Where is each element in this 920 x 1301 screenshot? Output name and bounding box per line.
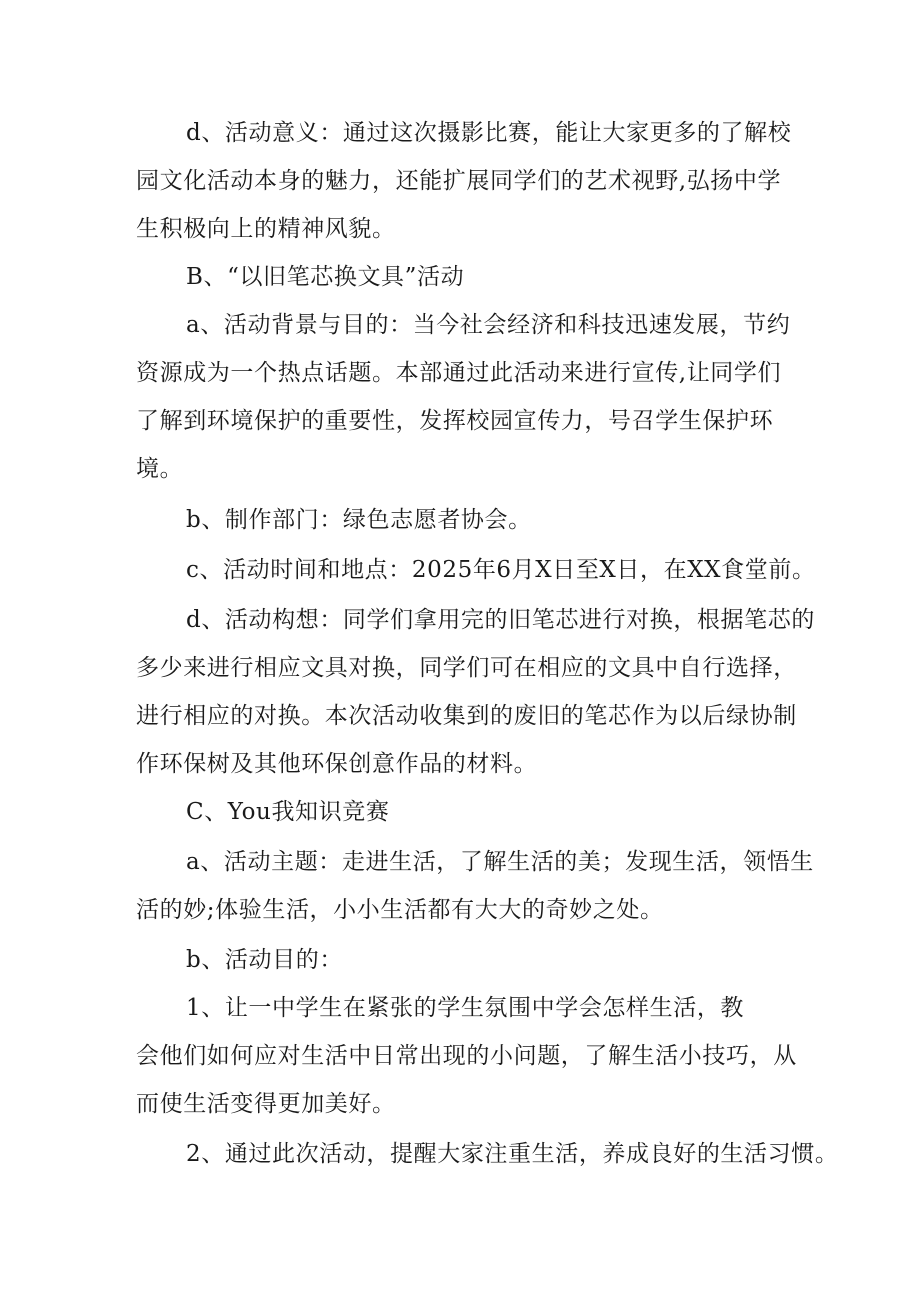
text-line: 进行相应的对换。本次活动收集到的废旧的笔芯作为以后绿协制 <box>136 703 797 729</box>
text-line: 会他们如何应对生活中日常出现的小问题，了解生活小技巧，从 <box>136 1043 797 1069</box>
text-line: a、活动背景与目的：当今社会经济和科技迅速发展，节约 <box>186 312 791 338</box>
text-line: d、活动意义：通过这次摄影比赛，能让大家更多的了解校 <box>186 120 792 146</box>
text-line: c、活动时间和地点：2025年6月X日至X日，在XX食堂前。 <box>186 557 816 583</box>
text-line: 活的妙;体验生活，小小生活都有大大的奇妙之处。 <box>136 897 664 923</box>
text-line: 资源成为一个热点话题。本部通过此活动来进行宣传,让同学们 <box>136 360 782 386</box>
text-line: d、活动构想：同学们拿用完的旧笔芯进行对换，根据笔芯的 <box>186 607 815 633</box>
text-line: 园文化活动本身的魅力，还能扩展同学们的艺术视野,弘扬中学 <box>136 168 782 194</box>
text-line: 作环保树及其他环保创意作品的材料。 <box>136 751 538 777</box>
text-line: a、活动主题：走进生活，了解生活的美；发现生活，领悟生 <box>186 849 814 875</box>
text-line: 生积极向上的精神风貌。 <box>136 216 396 242</box>
text-line: b、活动目的： <box>186 947 343 973</box>
section-heading: B、“以旧笔芯换文具”活动 <box>186 264 465 290</box>
text-line: 1、让一中学生在紧张的学生氛围中学会怎样生活，教 <box>186 995 745 1021</box>
text-line: b、制作部门：绿色志愿者协会。 <box>186 507 532 533</box>
text-line: 了解到环境保护的重要性，发挥校园宣传力，号召学生保护环 <box>136 408 774 434</box>
text-line: 多少来进行相应文具对换，同学们可在相应的文具中自行选择， <box>136 655 797 681</box>
text-line: 而使生活变得更加美好。 <box>136 1091 396 1117</box>
text-line: 2、通过此次活动，提醒大家注重生活，养成良好的生活习惯。 <box>186 1141 839 1167</box>
section-heading: C、You我知识竞赛 <box>186 799 390 825</box>
text-line: 境。 <box>136 456 184 482</box>
